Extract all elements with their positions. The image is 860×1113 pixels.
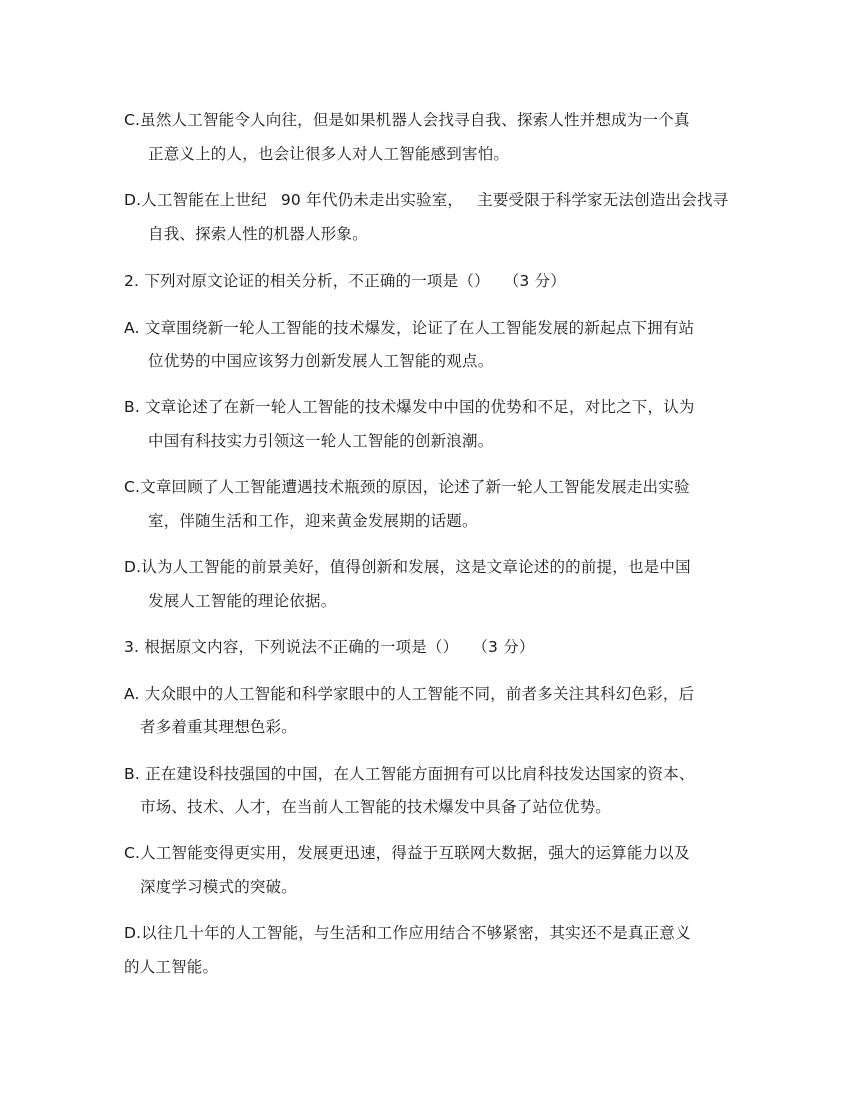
q1-option-c-line2: 正意义上的人，也会让很多人对人工智能感到害怕。 [148,145,510,163]
q1-option-d-part3: 主要受限于科学家无法创造出会找寻 [477,191,729,209]
q2-option-c-line1: C.文章回顾了人工智能遭遇技术瓶颈的原因，论述了新一轮人工智能发展走出实验 [124,478,690,496]
q2-option-d-line1: D.认为人工智能的前景美好，值得创新和发展，这是文章论述的的前提，也是中国 [124,558,691,576]
q2-option-b-line1: B. 文章论述了在新一轮人工智能的技术爆发中中国的优势和不足，对比之下，认为 [124,398,695,416]
q3-stem [124,637,535,657]
q3-option-a-line2: 者多着重其理想色彩。 [140,718,298,736]
q3-score: （3 分） [472,638,535,656]
q1-option-d-line1 [124,190,728,210]
q2-option-a-line2: 位优势的中国应该努力创新发展人工智能的观点。 [148,352,494,370]
q3-option-b-line1: B. 正在建设科技强国的中国，在人工智能方面拥有可以比肩科技发达国家的资本、 [124,765,695,783]
q2-option-b-line2: 中国有科技实力引领这一轮人工智能的创新浪潮。 [148,432,494,450]
q2-stem [124,271,566,291]
q1-option-d-part2: 90 年代仍未走出实验室， [280,191,464,209]
q2-stem-text: 2. 下列对原文论证的相关分析，不正确的一项是（） [124,272,490,290]
q3-option-a-line1: A. 大众眼中的人工智能和科学家眼中的人工智能不同，前者多关注其科幻色彩，后 [124,685,695,703]
q3-option-d-line1: D.以往几十年的人工智能，与生活和工作应用结合不够紧密，其实还不是真正意义 [124,924,691,942]
q2-option-a-line1: A. 文章围绕新一轮人工智能的技术爆发，论证了在人工智能发展的新起点下拥有站 [124,319,695,337]
q1-option-d-part1: D.人工智能在上世纪 [124,191,267,209]
q3-option-c-line2: 深度学习模式的突破。 [140,878,298,896]
q3-stem-text: 3. 根据原文内容，下列说法不正确的一项是（） [124,638,459,656]
q1-option-c-line1: C.虽然人工智能令人向往，但是如果机器人会找寻自我、探索人性并想成为一个真 [124,111,690,129]
q3-option-d-line2: 的人工智能。 [124,958,219,976]
q3-option-b-line2: 市场、技术、人才，在当前人工智能的技术爆发中具备了站位优势。 [140,798,612,816]
q2-score: （3 分） [503,272,567,290]
q3-option-c-line1: C.人工智能变得更实用，发展更迅速，得益于互联网大数据，强大的运算能力以及 [124,844,690,862]
q1-option-d-line2: 自我、探索人性的机器人形象。 [148,225,368,243]
q2-option-c-line2: 室，伴随生活和工作，迎来黄金发展期的话题。 [148,512,478,530]
q2-option-d-line2: 发展人工智能的理论依据。 [148,592,337,610]
